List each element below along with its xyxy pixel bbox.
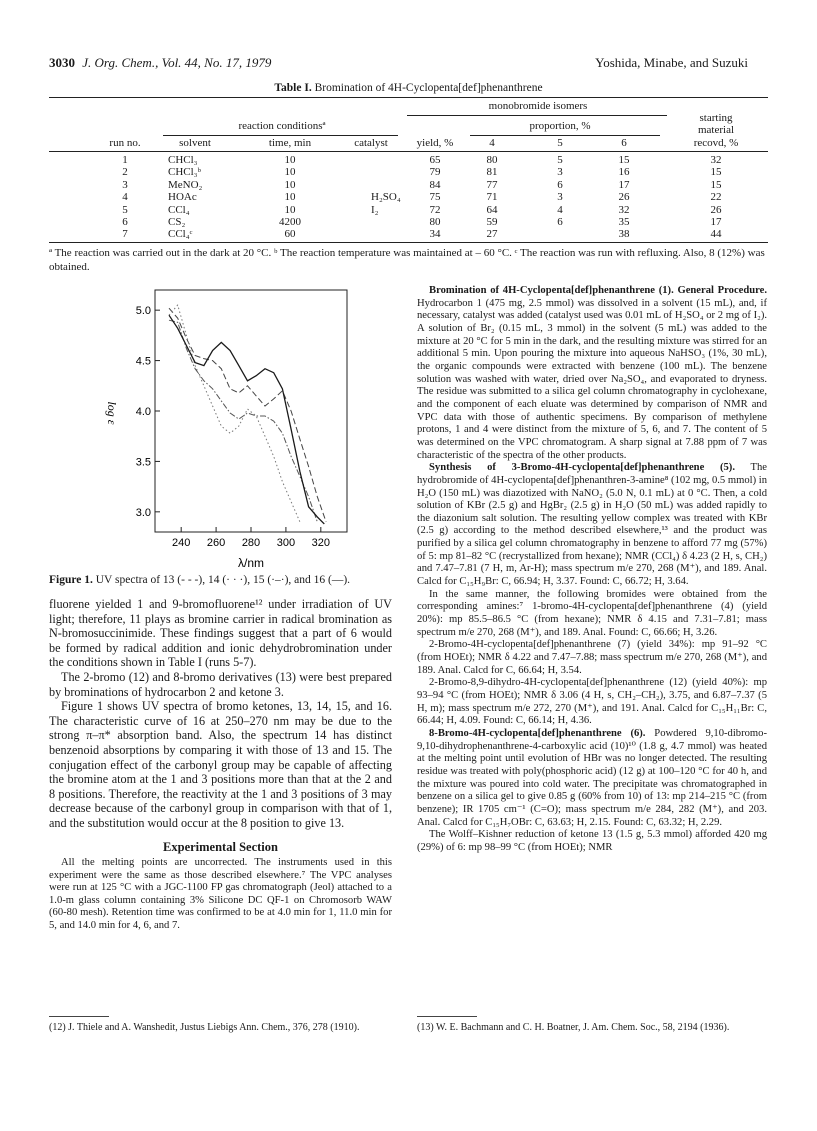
table-cell: 10	[284, 154, 296, 166]
table-cell: I₂	[371, 203, 379, 216]
paragraph: Figure 1 shows UV spectra of bromo ketones, 13, 14, 15, and 16. The characteristic curve of 16 at 250–270 nm may be due to the strong π–π* absorption band. Also, the spectrum 14 has distinct benzenoid absorptions by comparing it with those of 13 and 15. The conjugation effect of the carbonyl group may be capable of affecting the bromine atom at the 1 and 3 positions more than that at the 2 and 8 positions. Therefore, the reactivity at the 1 and 3 positions of 3 may decrease because of the carbonyl group in comparison with that of 1, and the substitution would occur at the 8 position to give 13.	[49, 699, 392, 830]
table-cell: 44	[710, 228, 722, 241]
table-cell: 6	[557, 178, 563, 191]
table-cell: 65	[429, 154, 441, 166]
x-axis-label: λ/nm	[237, 556, 265, 570]
table-header-rule	[49, 151, 768, 152]
table-cell: 10	[284, 203, 296, 216]
table-cell: 27	[486, 228, 498, 241]
table-cell: 10	[284, 191, 296, 204]
table-title	[0, 82, 817, 94]
table-cell: 22	[710, 191, 722, 204]
paragraph: Hydrocarbon 1 (475 mg, 2.5 mmol) was dissolved in a solvent (15 mL), and, if necessary, catalyst was added (catalyst used was 0.01 mL of H₂SO₄ or 2 mg of I₂). A solution of Br₂ (0.15 mL, 3 mmol) in the solvent (5 mL) was added to the mixture at 20 °C for 5 min in the dark, and the resulting mixture was stirred for an additional 5 min. Upon pouring the mixture into aqueous NaHSO₃ (1%, 30 mL), the organic compounds were extracted with benzene (100 mL). The benzene solution was washed with water, dried over Na₂SO₄, and evaporated to dryness. The residue was submitted to a silica gel column chromatography in cyclohexane, and the component of each eluate was determined by comparison of NMR and VPC data with those of authentic specimens. By comparison of methylene protons, 1 and 4 were distinct from the mixture of 5, 6, and 7. The content of 5 was determined on the VPC chromatogram. A sharp signal at 7.88 ppm of 7 was characteristic of the spectra of the other products.	[417, 297, 767, 461]
plot-frame	[155, 290, 347, 532]
table-cell: 34	[429, 228, 441, 241]
th-5: 5	[557, 137, 563, 149]
table-rule-conditions	[163, 135, 398, 136]
y-tick-label: 3.0	[135, 506, 151, 519]
table-cell: 64	[486, 203, 498, 216]
th-run: run no.	[109, 137, 141, 149]
table-cell: 6	[557, 216, 563, 228]
table-cell: 16	[618, 166, 630, 179]
table-cell: 72	[429, 203, 441, 216]
table-cell: 6	[122, 216, 128, 228]
table-cell: 17	[710, 216, 722, 228]
table-cell: CCl₄	[168, 203, 190, 216]
table-cell: 3	[557, 166, 563, 179]
running-header-authors: Yoshida, Minabe, and Suzuki	[595, 55, 748, 70]
run-in-heading: Bromination of 4H-Cyclopenta[def]phenanthrene (1). General Procedure.	[429, 285, 767, 296]
table-cell: 2	[122, 166, 128, 179]
paragraph: The hydrobromide of 4H-cyclopenta[def]phenanthren-3-amine⁸ (102 mg, 0.5 mmol) in H₂O (150 mL) was diazotized with NaNO₂ (5.0 N, 0.1 mL) at 0 °C. Then, a cold solution of KBr (2.5 g) and HgBr₂ (2.5 g) in H₂O (50 mL) was added rapidly to the diazonium salt solution. The resulting yellow complex was treated with KBr (2.5 g) according to the method described elsewhere,¹³ and the product was purified by a silica gel column chromatography in benzene to afford 77 mg (57%) of 5: mp 81–82 °C (recrystallized from hexane); NMR (CCl₄) δ 4.23 (2 H, s, CH₂) and 7.47–7.81 (7 H, m, Ar-H); mass spectrum m/e 270, 268 (M⁺), and 189. Anal. Calcd for C₁₅H₉Br: C, 66.94; H, 3.37. Found: C, 66.72; H, 3.64.	[417, 462, 767, 588]
table-cell: 5	[557, 154, 563, 166]
table-label: Table I.	[274, 82, 312, 94]
x-tick-label: 260	[206, 537, 226, 549]
table-cell: 71	[486, 191, 498, 204]
table-row	[0, 167, 817, 178]
table-row	[0, 180, 817, 191]
series-line-16	[169, 315, 324, 524]
paragraph: The Wolff–Kishner reduction of ketone 13 (1.5 g, 5.3 mmol) afforded 420 mg (29%) of 6: mp 98–99 °C (from HOEt); NMR	[417, 829, 767, 853]
running-header-left	[49, 55, 271, 71]
x-tick-label: 300	[276, 537, 296, 549]
footnote-13: (13) W. E. Bachmann and C. H. Boatner, J. Am. Chem. Soc., 58, 2194 (1936).	[417, 1022, 730, 1033]
table-cell: MeNO₂	[168, 178, 203, 191]
table-cell: H₂SO₄	[371, 191, 401, 204]
y-tick-label: 4.0	[135, 406, 151, 418]
y-axis-label: log ε	[105, 401, 119, 425]
journal-citation: J. Org. Chem., Vol. 44, No. 17, 1979	[82, 55, 272, 70]
table-row	[0, 229, 817, 240]
table-cell: 10	[284, 178, 296, 191]
th-4: 4	[489, 137, 495, 149]
paragraph: Powdered 9,10-dibromo-9,10-dihydrophenanthrene-4-carboxylic acid (10)¹⁰ (1.8 g, 4.7 mmol) was heated at the melting point until evolution of HBr was no longer detected. The resulting residue was treated with poly(phosphoric acid) (12 g) at 100–120 °C for 40 h, and the mixture was poured into cold water. The precipitate was chromatographed in benzene on a silica gel to give 0.85 g (60% from 10) of 13: mp 214–215 °C (from benzene); IR 1705 cm⁻¹ (C=O); mass spectrum m/e 284, 282 (M⁺), and 203. Anal. Calcd for C₁₅H₇OBr: C, 63.63; H, 2.15. Found: C, 63.32; H, 2.29.	[417, 727, 767, 828]
x-tick-label: 320	[311, 537, 330, 549]
table-cell: 3	[122, 178, 128, 191]
y-tick-label: 3.5	[135, 456, 151, 469]
table-cell: 79	[429, 166, 441, 179]
table-top-rule	[49, 97, 768, 98]
run-in-heading: Synthesis of 3-Bromo-4H-cyclopenta[def]phenanthrene (5).	[429, 462, 735, 474]
table-cell: 7	[122, 228, 128, 241]
table-cell: 75	[429, 191, 441, 204]
paragraph: 2-Bromo-4H-cyclopenta[def]phenanthrene (7) (yield 34%): mp 91–92 °C (from HOEt); NMR δ 4.22 and 7.47–7.88; mass spectrum m/e 270, 268 (M⁺), and 189. Anal. Calcd for C, 66.64; H, 3.54.	[417, 639, 767, 676]
uv-spectra-figure	[90, 285, 390, 575]
x-tick-label: 280	[241, 537, 261, 549]
table-cell: 1	[122, 154, 128, 166]
table-cell: CS₂	[168, 216, 186, 228]
th-proportion: proportion, %	[529, 120, 591, 132]
paragraph: 2-Bromo-8,9-dihydro-4H-cyclopenta[def]phenanthrene (12) (yield 40%): mp 93–94 °C (from HOEt); NMR δ 3.06 (4 H, s, CH₂–CH₂), 3.75, and 6.87–7.37 (5 H, m); mass spectrum m/e 272, 270 (M⁺), and 191. Anal. Calcd for C₁₅H₁₁Br: C, 66.44; H, 4.09. Found: C, 66.14; H, 4.36.	[417, 677, 767, 727]
table-cell: 26	[618, 191, 630, 204]
th-monobromide: monobromide isomers	[488, 100, 588, 112]
th-solvent: solvent	[179, 137, 211, 149]
table-rule-mono	[407, 115, 667, 116]
run-in-heading: 8-Bromo-4H-cyclopenta[def]phenanthrene (6).	[429, 727, 646, 739]
x-tick-label: 240	[172, 537, 191, 549]
y-tick-label: 4.5	[135, 355, 151, 368]
figure-label: Figure 1.	[49, 574, 93, 586]
series-line-13	[169, 308, 326, 522]
table-row	[0, 205, 817, 216]
footnote-rule-left	[49, 1016, 109, 1017]
table-cell: 26	[710, 203, 722, 216]
table-cell: 15	[710, 166, 722, 179]
th-catalyst: catalyst	[354, 137, 388, 149]
table-cell: 15	[618, 154, 630, 166]
paragraph: In the same manner, the following bromides were obtained from the corresponding amines:⁷ 1-bromo-4H-cyclopenta[def]phenanthrene (4) (yield 20%): mp 85.5–86.5 °C (from hexane); NMR δ 4.15 and 7.31–7.81; mass spectrum m/e 270, 268 (M⁺), and 189. Anal. Found: C, 66.66; H, 3.26.	[417, 588, 767, 638]
y-tick-label: 5.0	[135, 305, 151, 318]
table-cell: CCl₄ᶜ	[168, 228, 193, 241]
x-axis-ticks	[172, 527, 330, 549]
table-cell: 15	[710, 178, 722, 191]
table-row	[0, 192, 817, 203]
table-cell: 59	[486, 216, 498, 228]
paragraph: The 2-bromo (12) and 8-bromo derivatives (13) were best prepared by brominations of hydrocarbon 2 and ketone 3.	[49, 669, 392, 699]
figure-caption-text: UV spectra of 13 (- - -), 14 (· · ·), 15 (·–·), and 16 (—).	[95, 574, 351, 586]
right-column	[417, 285, 767, 855]
left-column	[49, 597, 392, 933]
th-material: material	[697, 124, 735, 136]
figure-caption	[49, 574, 399, 586]
uv-spectra-chart	[90, 285, 390, 575]
table-bottom-rule	[49, 242, 768, 243]
page-number: 3030	[49, 55, 75, 70]
table-cell: CHCl₃	[168, 154, 198, 166]
paragraph: All the melting points are uncorrected. The instruments used in this experiment were the same as those described elsewhere.⁷ The VPC analyses were run at 125 °C with a JGC-1100 FP gas chromatograph (Jeol) attached to a 1.0-m glass column containing 3% Silicone DC QF-1 on Chromosorb WAW (60-80 mesh). Retention time was confirmed to be at 4.0 min for 1, 11.0 min for 5, and 14.0 min for 4, 6, and 7.	[49, 857, 392, 932]
th-conditions: reaction conditionsª	[238, 120, 326, 132]
table-cell: 17	[618, 178, 630, 191]
paragraph: fluorene yielded 1 and 9-bromofluorene¹² under irradiation of UV light; therefore, 11 plays as bromine carrier in radical bromination as N-bromosuccinimide. These findings suggest that a part of 6 would be formed by radical addition and ionic dehydrobromination under the conditions shown in Table I (runs 5-7).	[49, 597, 392, 670]
table-cell: 10	[284, 166, 296, 179]
table-cell: 77	[486, 178, 498, 191]
th-starting: starting	[699, 112, 733, 124]
table-cell: 60	[284, 228, 296, 241]
series-line-14	[169, 305, 300, 522]
table-cell: 4200	[279, 216, 301, 228]
footnote-12: (12) J. Thiele and A. Wanshedit, Justus Liebigs Ann. Chem., 376, 278 (1910).	[49, 1022, 360, 1033]
table-cell: 5	[122, 203, 128, 216]
series-lines	[169, 305, 326, 524]
th-time: time, min	[268, 137, 312, 149]
table-cell: 32	[618, 203, 630, 216]
th-6: 6	[621, 137, 627, 149]
table-title-text: Bromination of 4H-Cyclopenta[def]phenanthrene	[314, 82, 543, 94]
table-cell: 4	[557, 203, 563, 216]
table-footnote: ª The reaction was carried out in the dark at 20 °C. ᵇ The reaction temperature was maintained at – 60 °C. ᶜ The reaction was run with refluxing. Also, 8 (12%) was obtained.	[49, 247, 765, 273]
table-cell: 81	[486, 166, 498, 179]
table-cell: CHCl₃ᵇ	[168, 166, 201, 179]
table-cell: 80	[486, 154, 498, 166]
table-cell: 35	[618, 216, 630, 228]
section-heading: Experimental Section	[163, 839, 278, 854]
table-cell: HOAc	[168, 191, 197, 204]
table-row	[0, 155, 817, 166]
table-cell: 32	[710, 154, 722, 166]
table-cell: 84	[429, 178, 441, 191]
th-recovd: recovd, %	[693, 137, 739, 149]
table-cell: 80	[429, 216, 441, 228]
table-rule-proportion	[470, 135, 660, 136]
table-cell: 3	[557, 191, 563, 204]
table-cell: 4	[122, 191, 128, 204]
footnote-rule-right	[417, 1016, 477, 1017]
th-yield: yield, %	[416, 137, 454, 149]
y-axis-ticks	[136, 305, 160, 519]
table-cell: 38	[618, 228, 630, 241]
table-row	[0, 217, 817, 228]
